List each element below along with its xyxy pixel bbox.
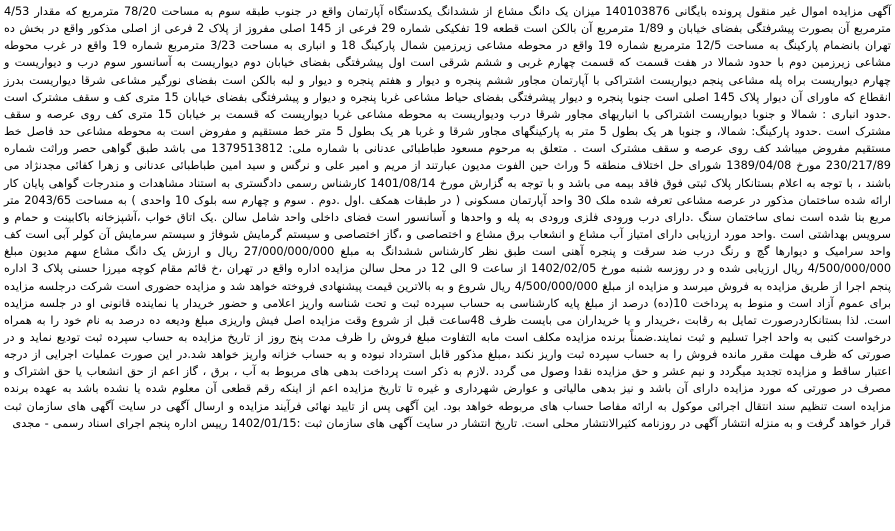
auction-notice-text: آگهی مزایده اموال غیر منقول پرونده بایگانی 140103876 میزان یک دانگ مشاع از ششدانگ یکدستگاه آپارتمان واقع در جنوب طبقه سوم به مساحت 78/20 مترمربع که مقدار 4/53 مترمربع آن بصورت پیشرفتگی بفضای خیابان و 1/89 مترمربع آن بالکن است قطعه 19 تفکیکی شماره 29 فرعی از 145 اصلی مفروز از پلاک 2 فرعی از اصلی مذکور واقع در بخش ده تهران بانضمام پارکینگ به مساحت 12/5 مترمربع شماره 19 واقع در محوطه مشاعی زیرزمین شمال پارکینگ 18 و انباری به مساحت 3/23 مترمربع شماره 19 واقع در غرب محوطه مشاعی زیرزمین دوم با حدود شمالا در هفت قسمت که قسمت چهارم غربی و ششم شرقی است اول پیشرفتگی بفضای خیابان دوم دیواریست به آسانسور سوم درب و دیواریست و چهارم دیواریست براه پله مشاعی پنجم دیواریست اشتراکی با آپارتمان مجاور ششم پنجره و دیوار و هفتم پنجره و دیوار و لبه بالکن است بفضای نورگیر مشاعی شرقا دیواریست بدرز انقطاع که ماورای آن دیوار پلاک 145 اصلی است جنوبا پنجره و دیوار پیشرفتگی بفضای حیاط مشاعی غربا پنجره و دیوار و پیشرفتگی بفضای خیابان 15 متری کف و سقف مشترک است .حدود انباری : شمالا و جنوبا دیواریست اشتراکی با انباریهای مجاور شرقا درب ودیواریست به محوطه مشاعی غربا دیواریست که قسمت بر خیابان 15 متری کف روی عرصه و سقف مشترک است .حدود پارکینگ: شمالا، و جنوبا هر یک بطول 5 متر به پارکینگهای مجاور شرقا و غربا هر یک بطول 5 متر خط مستقیم و مفروض است به محوطه مشاعی حد فاصل خط مستقیم مفروض میباشد کف روی عرصه و سقف مشترک است . متعلق به مرحوم مسعود طباطبائی عدنانی با شماره ملی: 1379513812 می باشد طبق گواهی حصر وراثت شماره 230/217/89 مورخ 1389/04/08 شورای حل اختلاف منطقه 5 وراث حین الفوت مدیون عبارتند از مریم و امیر علی و نرگس و سید امین طباطبائی عدنانی و زهرا کفائی مجدنژاد می باشند ، با توجه به اعلام بستانکار پلاک ثبتی فوق فاقد بیمه می باشد و با توجه به گزارش مورخ 1401/08/14 کارشناس رسمی دادگستری به استناد مشاهدات و مندرجات گواهی پایان کار ارائه شده ساختمان مذکور در عرصه مشاعی تعرفه شده ملک 30 واحد آپارتمان مسکونی ( در طبقات همکف .اول .دوم . سوم و چهارم سه بلوک 10 واحدی ) به مساحت 2043/65 متر مربع بنا شده است نمای ساختمان سنگ .دارای درب ورودی فلزی ورودی به پله و واحدها و آسانسور است فضای داخلی واحد شامل سالن .یک اتاق خواب ،آشپزخانه باکابینت و حمام و سرویس بهداشتی است .واحد مورد ارزیابی دارای امتیاز آب مشاع و انشعاب برق مشاع و اختصاصی و ،گاز اختصاصی و سیستم گرمایش شوفاژ و سیستم سرمایش آن کولر آبی است کف واحد سرامیک و دیوارها گچ و رنگ درب ضد سرقت و پنجره آهنی است طبق نظر کارشناس ششدانگ به مبلغ 27/000/000/000 ریال و ارزش یک دانگ مشاع سهم مدیون مبلغ 4/500/000/000 ریال ارزیابی شده و در روزسه شنبه مورخ 1402/02/05 از ساعت 9 الی 12 در محل سالن مزایده اداره واقع در تهران ،خ قائم مقام کوچه میرزا حسنی پلاک 3 اداره پنجم اجرا از طریق مزایده به فروش میرسد و مزایده از مبلغ 4/500/000/000 ریال شروع و به بالاترین قیمت پیشنهادی فروخته خواهد شد و مزایده حضوری است شرکت درجلسه مزایده برای عموم آزاد است و منوط به پرداخت 10(ده) درصد از مبلغ پایه کارشناسی به حساب سپرده ثبت و تحت شناسه واریز اعلامی و حضور خریدار یا نماینده قانونی او در جلسه مزایده است. لذا بستانکاردرصورت تمایل به رقابت ،خریدار و یا خریداران می بایست ظرف 48ساعت قبل از شروع وقت مزایده اصل فیش واریزی مبلغ ودیعه ده درصد به نام خود را به همراه درخواست کتبی به واحد اجرا تسلیم و ثبت نمایند.ضمناً برنده مزایده مکلف است مابه التفاوت مبلغ فروش را ظرف مدت پنج روز از تاریخ مزایده به حساب سپرده ثبت تودیع نماید و در صورتی که ظرف مهلت مقرر مانده فروش را به حساب سپرده ثبت واریز نکند ،مبلغ مذکور قابل استرداد نبوده و به حساب خزانه واریز خواهد شد.در این صورت عملیات اجرایی از درجه اعتبار ساقط و مزایده تجدید میگردد و نیم عشر و حق مزایده نقدا وصول می گردد .لازم به ذکر است پرداخت بدهی های مربوط به آب ، برق ، گاز اعم از حق انشعاب یا حق اشتراک و مصرف در صورتی که مورد مزایده دارای آن باشد و نیز بدهی مالیاتی و عوارض شهرداری و غیره تا تاریخ مزایده اعم از اینکه رقم قطعی آن معلوم شده یا نشده باشد به عهده برنده مزایده است تنظیم سند انتقال اجرائی موکول به ارائه مفاصا حساب های مربوطه خواهد بود. این آگهی پس از تایید نهائی فرآیند مزایده و ارسال آگهی در سایت آگهی های سازمان ثبت قرار خواهد گرفت و به منزله انتشار آگهی در روزنامه کثیرالانتشار محلی است. تاریخ انتشار در سایت آگهی های سازمان ثبت :1402/01/15 رییس اداره پنجم اجرای اسناد رسمی - مجدی [4,5,892,430]
